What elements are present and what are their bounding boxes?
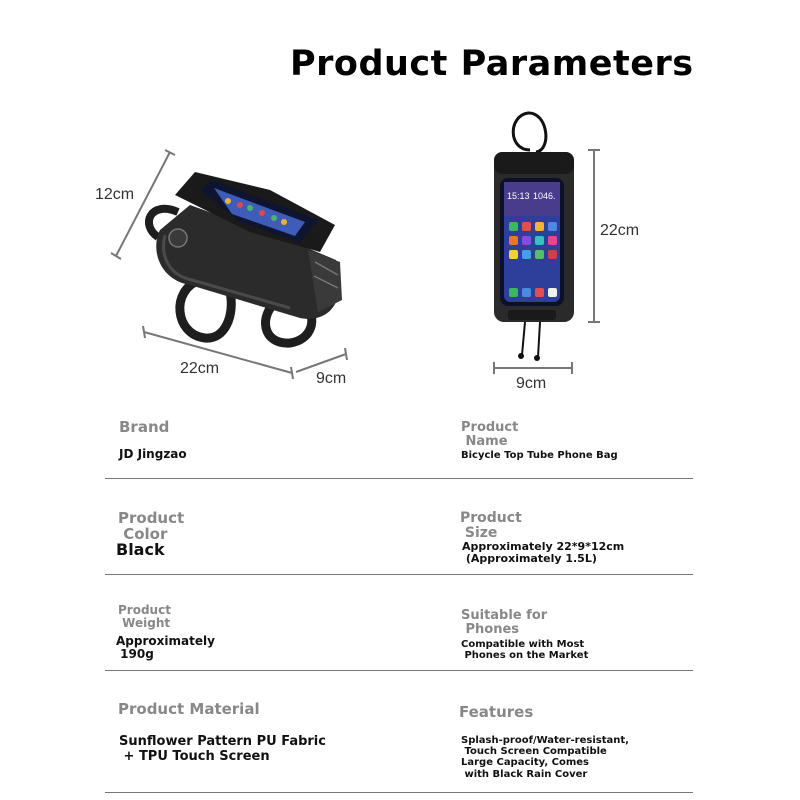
divider — [105, 670, 693, 671]
features-value: Splash-proof/Water-resistant, Touch Screen Compatible Large Capacity, Comes with Black Rain Cover — [461, 735, 629, 780]
product-name-label: Product Name — [461, 420, 519, 449]
right-height-label: 22cm — [600, 222, 640, 239]
product-name-value: Bicycle Top Tube Phone Bag — [461, 450, 618, 461]
phone-clock: 15:13 — [507, 191, 530, 201]
left-width-label: 9cm — [316, 370, 347, 387]
right-width-label: 9cm — [516, 375, 547, 392]
divider — [105, 478, 693, 479]
brand-label: Brand — [119, 418, 170, 436]
product-size-label: Product Size — [460, 510, 522, 541]
left-length-label: 22cm — [180, 360, 220, 377]
product-color-label: Product Color — [118, 509, 185, 543]
suitable-phones-label: Suitable for Phones — [461, 608, 548, 637]
product-color-value: Black — [116, 540, 165, 559]
product-material-value: Sunflower Pattern PU Fabric + TPU Touch Screen — [119, 734, 326, 764]
product-weight-label: Product Weight — [118, 603, 171, 630]
product-size-value: Approximately 22*9*12cm (Approximately 1.5L) — [462, 540, 625, 566]
features-label: Features — [459, 703, 534, 721]
phone-widget: 1046. — [533, 191, 556, 201]
divider — [105, 574, 693, 575]
bag-side-view — [149, 172, 342, 343]
product-weight-value: Approximately 190g — [116, 634, 215, 662]
bag-front-view — [494, 113, 574, 361]
divider — [105, 792, 693, 793]
product-material-label: Product Material — [118, 700, 260, 718]
brand-value: JD Jingzao — [119, 447, 187, 461]
suitable-phones-value: Compatible with Most Phones on the Market — [461, 639, 589, 662]
left-height-label: 12cm — [95, 186, 135, 203]
page-title: Product Parameters — [290, 44, 694, 84]
